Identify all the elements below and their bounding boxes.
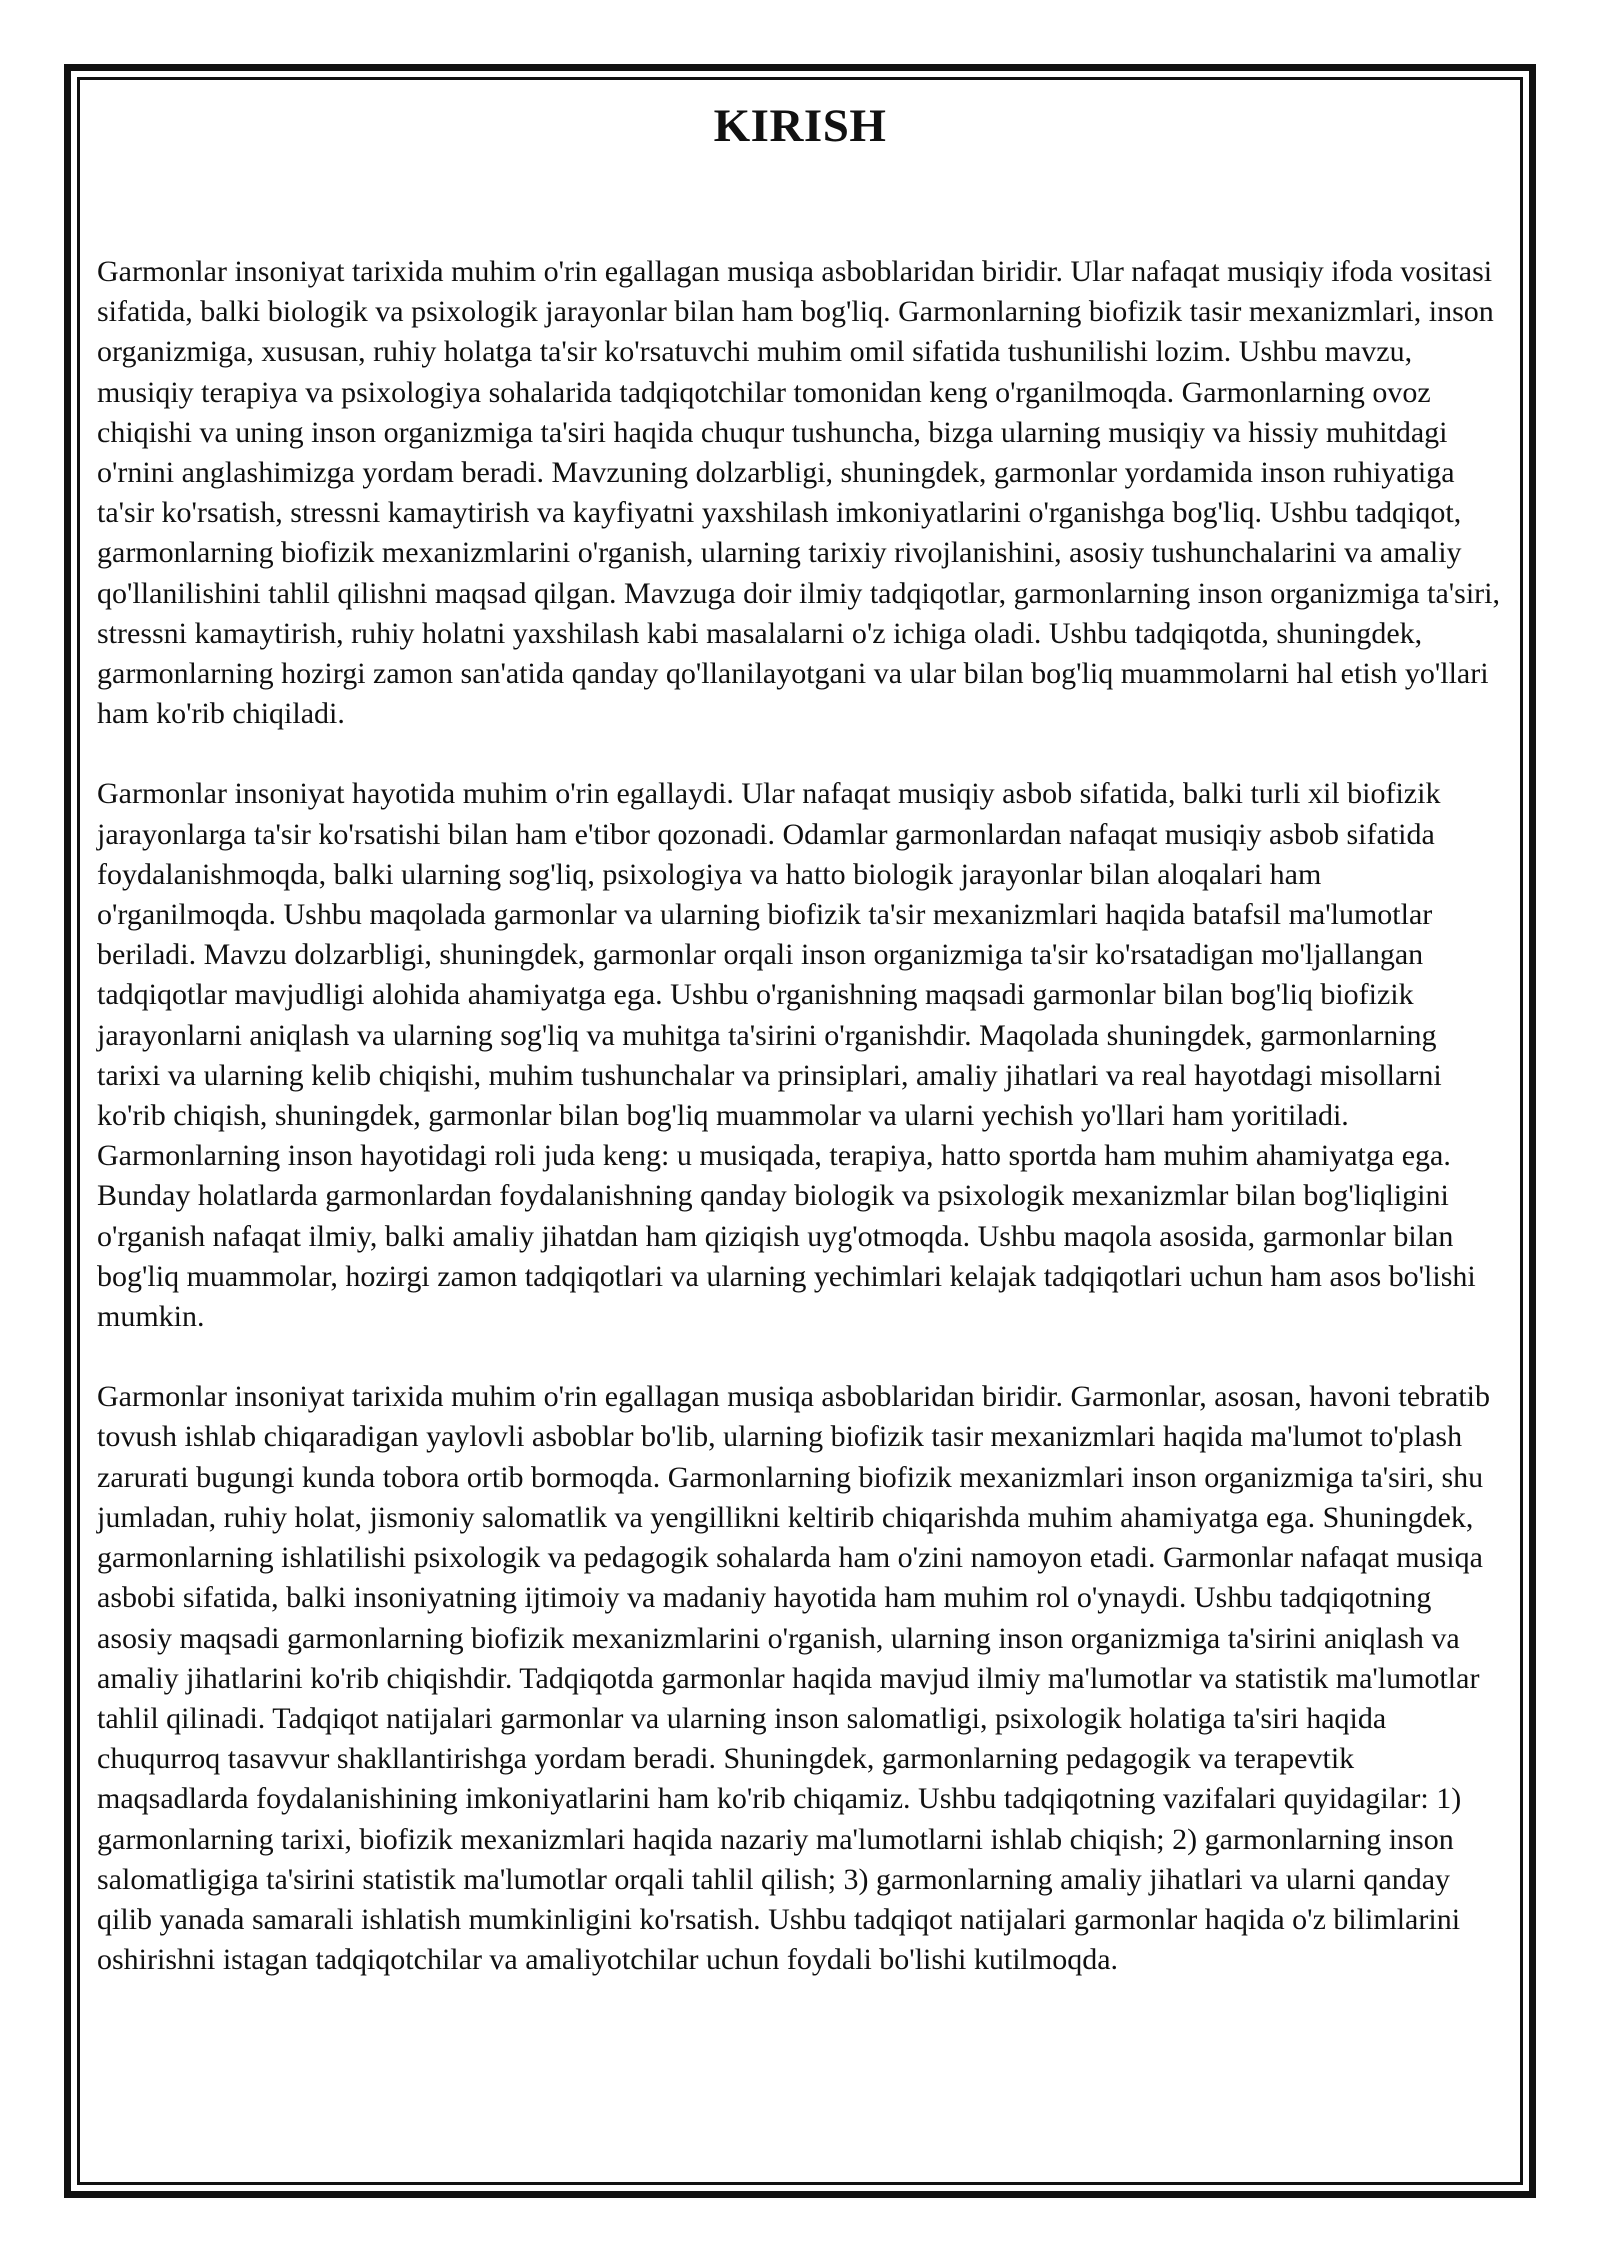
paragraph-2: Garmonlar insoniyat hayotida muhim o'rin egallaydi. Ular nafaqat musiqiy asbob sifatida, balki turli xil biofizik jarayonlarga ta'sir ko'rsatishi bilan ham e'tibor qozonadi. Odamlar garmonlardan nafaqat musiqiy asbob sifatida foydalanishmoqda, balki ularning sog'liq, psixologiya va hatto biologik jarayonlar bilan aloqalari ham o'rganilmoqda. Ushbu maqolada garmonlar va ularning biofizik ta'sir mexanizmlari haqida batafsil ma'lumotlar beriladi. Mavzu dolzarbligi, shuningdek, garmonlar orqali inson organizmiga ta'sir ko'rsatadigan mo'ljallangan tadqiqotlar mavjudligi alohida ahamiyatga ega. Ushbu o'rganishning maqsadi garmonlar bilan bog'liq biofizik jarayonlarni aniqlash va ularning sog'liq va muhitga ta'sirini o'rganishdir. Maqolada shuningdek, garmonlarning tarixi va ularning kelib chiqishi, muhim tushunchalar va prinsiplari, amaliy jihatlari va real hayotdagi misollarni ko'rib chiqish, shuningdek, garmonlar bilan bog'liq muammolar va ularni yechish yo'llari ham yoritiladi. Garmonlarning inson hayotidagi roli juda keng: u musiqada, terapiya, hatto sportda ham muhim ahamiyatga ega. Bunday holatlarda garmonlardan foydalanishning qanday biologik va psixologik mexanizmlar bilan bog'liqligini o'rganish nafaqat ilmiy, balki amaliy jihatdan ham qiziqish uyg'otmoqda. Ushbu maqola asosida, garmonlar bilan bog'liq muammolar, hozirgi zamon tadqiqotlari va ularning yechimlari kelajak tadqiqotlari uchun ham asos bo'lishi mumkin. xyxy=(97,777,1476,1334)
paragraph-1: Garmonlar insoniyat tarixida muhim o'rin egallagan musiqa asboblaridan biridir. Ular nafaqat musiqiy ifoda vositasi sifatida, balki biologik va psixologik jarayonlar bilan ham bog'liq. Garmonlarning biofizik tasir mexanizmlari, inson organizmiga, xususan, ruhiy holatga ta'sir ko'rsatuvchi muhim omil sifatida tushunilishi lozim. Ushbu mavzu, musiqiy terapiya va psixologiya sohalarida tadqiqotchilar tomonidan keng o'rganilmoqda. Garmonlarning ovoz chiqishi va uning inson organizmiga ta'siri haqida chuqur tushuncha, bizga ularning musiqiy va hissiy muhitdagi o'rnini anglashimizga yordam beradi. Mavzuning dolzarbligi, shuningdek, garmonlar yordamida inson ruhiyatiga ta'sir ko'rsatish, stressni kamaytirish va kayfiyatni yaxshilash imkoniyatlarini o'rganishga bog'liq. Ushbu tadqiqot, garmonlarning biofizik mexanizmlarini o'rganish, ularning tarixiy rivojlanishini, asosiy tushunchalarini va amaliy qo'llanilishini tahlil qilishni maqsad qilgan. Mavzuga doir ilmiy tadqiqotlar, garmonlarning inson organizmiga ta'siri, stressni kamaytirish, ruhiy holatni yaxshilash kabi masalalarni o'z ichiga oladi. Ushbu tadqiqotda, shuningdek, garmonlarning hozirgi zamon san'atida qanday qo'llanilayotgani va ular bilan bog'liq muammolarni hal etish yo'llari ham ko'rib chiqiladi. xyxy=(97,255,1500,731)
paragraph-3: Garmonlar insoniyat tarixida muhim o'rin egallagan musiqa asboblaridan biridir. Garmonlar, asosan, havoni tebratib tovush ishlab chiqaradigan yaylovli asboblar bo'lib, ularning biofizik tasir mexanizmlari haqida ma'lumot to'plash zarurati bugungi kunda tobora ortib bormoqda. Garmonlarning biofizik mexanizmlari inson organizmiga ta'siri, shu jumladan, ruhiy holat, jismoniy salomatlik va yengillikni keltirib chiqarishda muhim ahamiyatga ega. Shuningdek, garmonlarning ishlatilishi psixologik va pedagogik sohalarda ham o'zini namoyon etadi. Garmonlar nafaqat musiqa asbobi sifatida, balki insoniyatning ijtimoiy va madaniy hayotida ham muhim rol o'ynaydi. Ushbu tadqiqotning asosiy maqsadi garmonlarning biofizik mexanizmlarini o'rganish, ularning inson organizmiga ta'sirini aniqlash va amaliy jihatlarini ko'rib chiqishdir. Tadqiqotda garmonlar haqida mavjud ilmiy ma'lumotlar va statistik ma'lumotlar tahlil qilinadi. Tadqiqot natijalari garmonlar va ularning inson salomatligi, psixologik holatiga ta'siri haqida chuqurroq tasavvur shakllantirishga yordam beradi. Shuningdek, garmonlarning pedagogik va terapevtik maqsadlarda foydalanishining imkoniyatlarini ham ko'rib chiqamiz. Ushbu tadqiqotning vazifalari quyidagilar: 1) garmonlarning tarixi, biofizik mexanizmlari haqida nazariy ma'lumotlarni ishlab chiqish; 2) garmonlarning inson salomatligiga ta'sirini statistik ma'lumotlar orqali tahlil qilish; 3) garmonlarning amaliy jihatlari va ularni qanday qilib yanada samarali ishlatish mumkinligini ko'rsatish. Ushbu tadqiqot natijalari garmonlar haqida o'z bilimlarini oshirishni istagan tadqiqotchilar va amaliyotchilar uchun foydali bo'lishi kutilmoqda. xyxy=(97,1380,1491,1977)
page-title: KIRISH xyxy=(713,100,887,152)
body-text xyxy=(97,252,1503,1980)
page-content xyxy=(97,96,1503,2020)
